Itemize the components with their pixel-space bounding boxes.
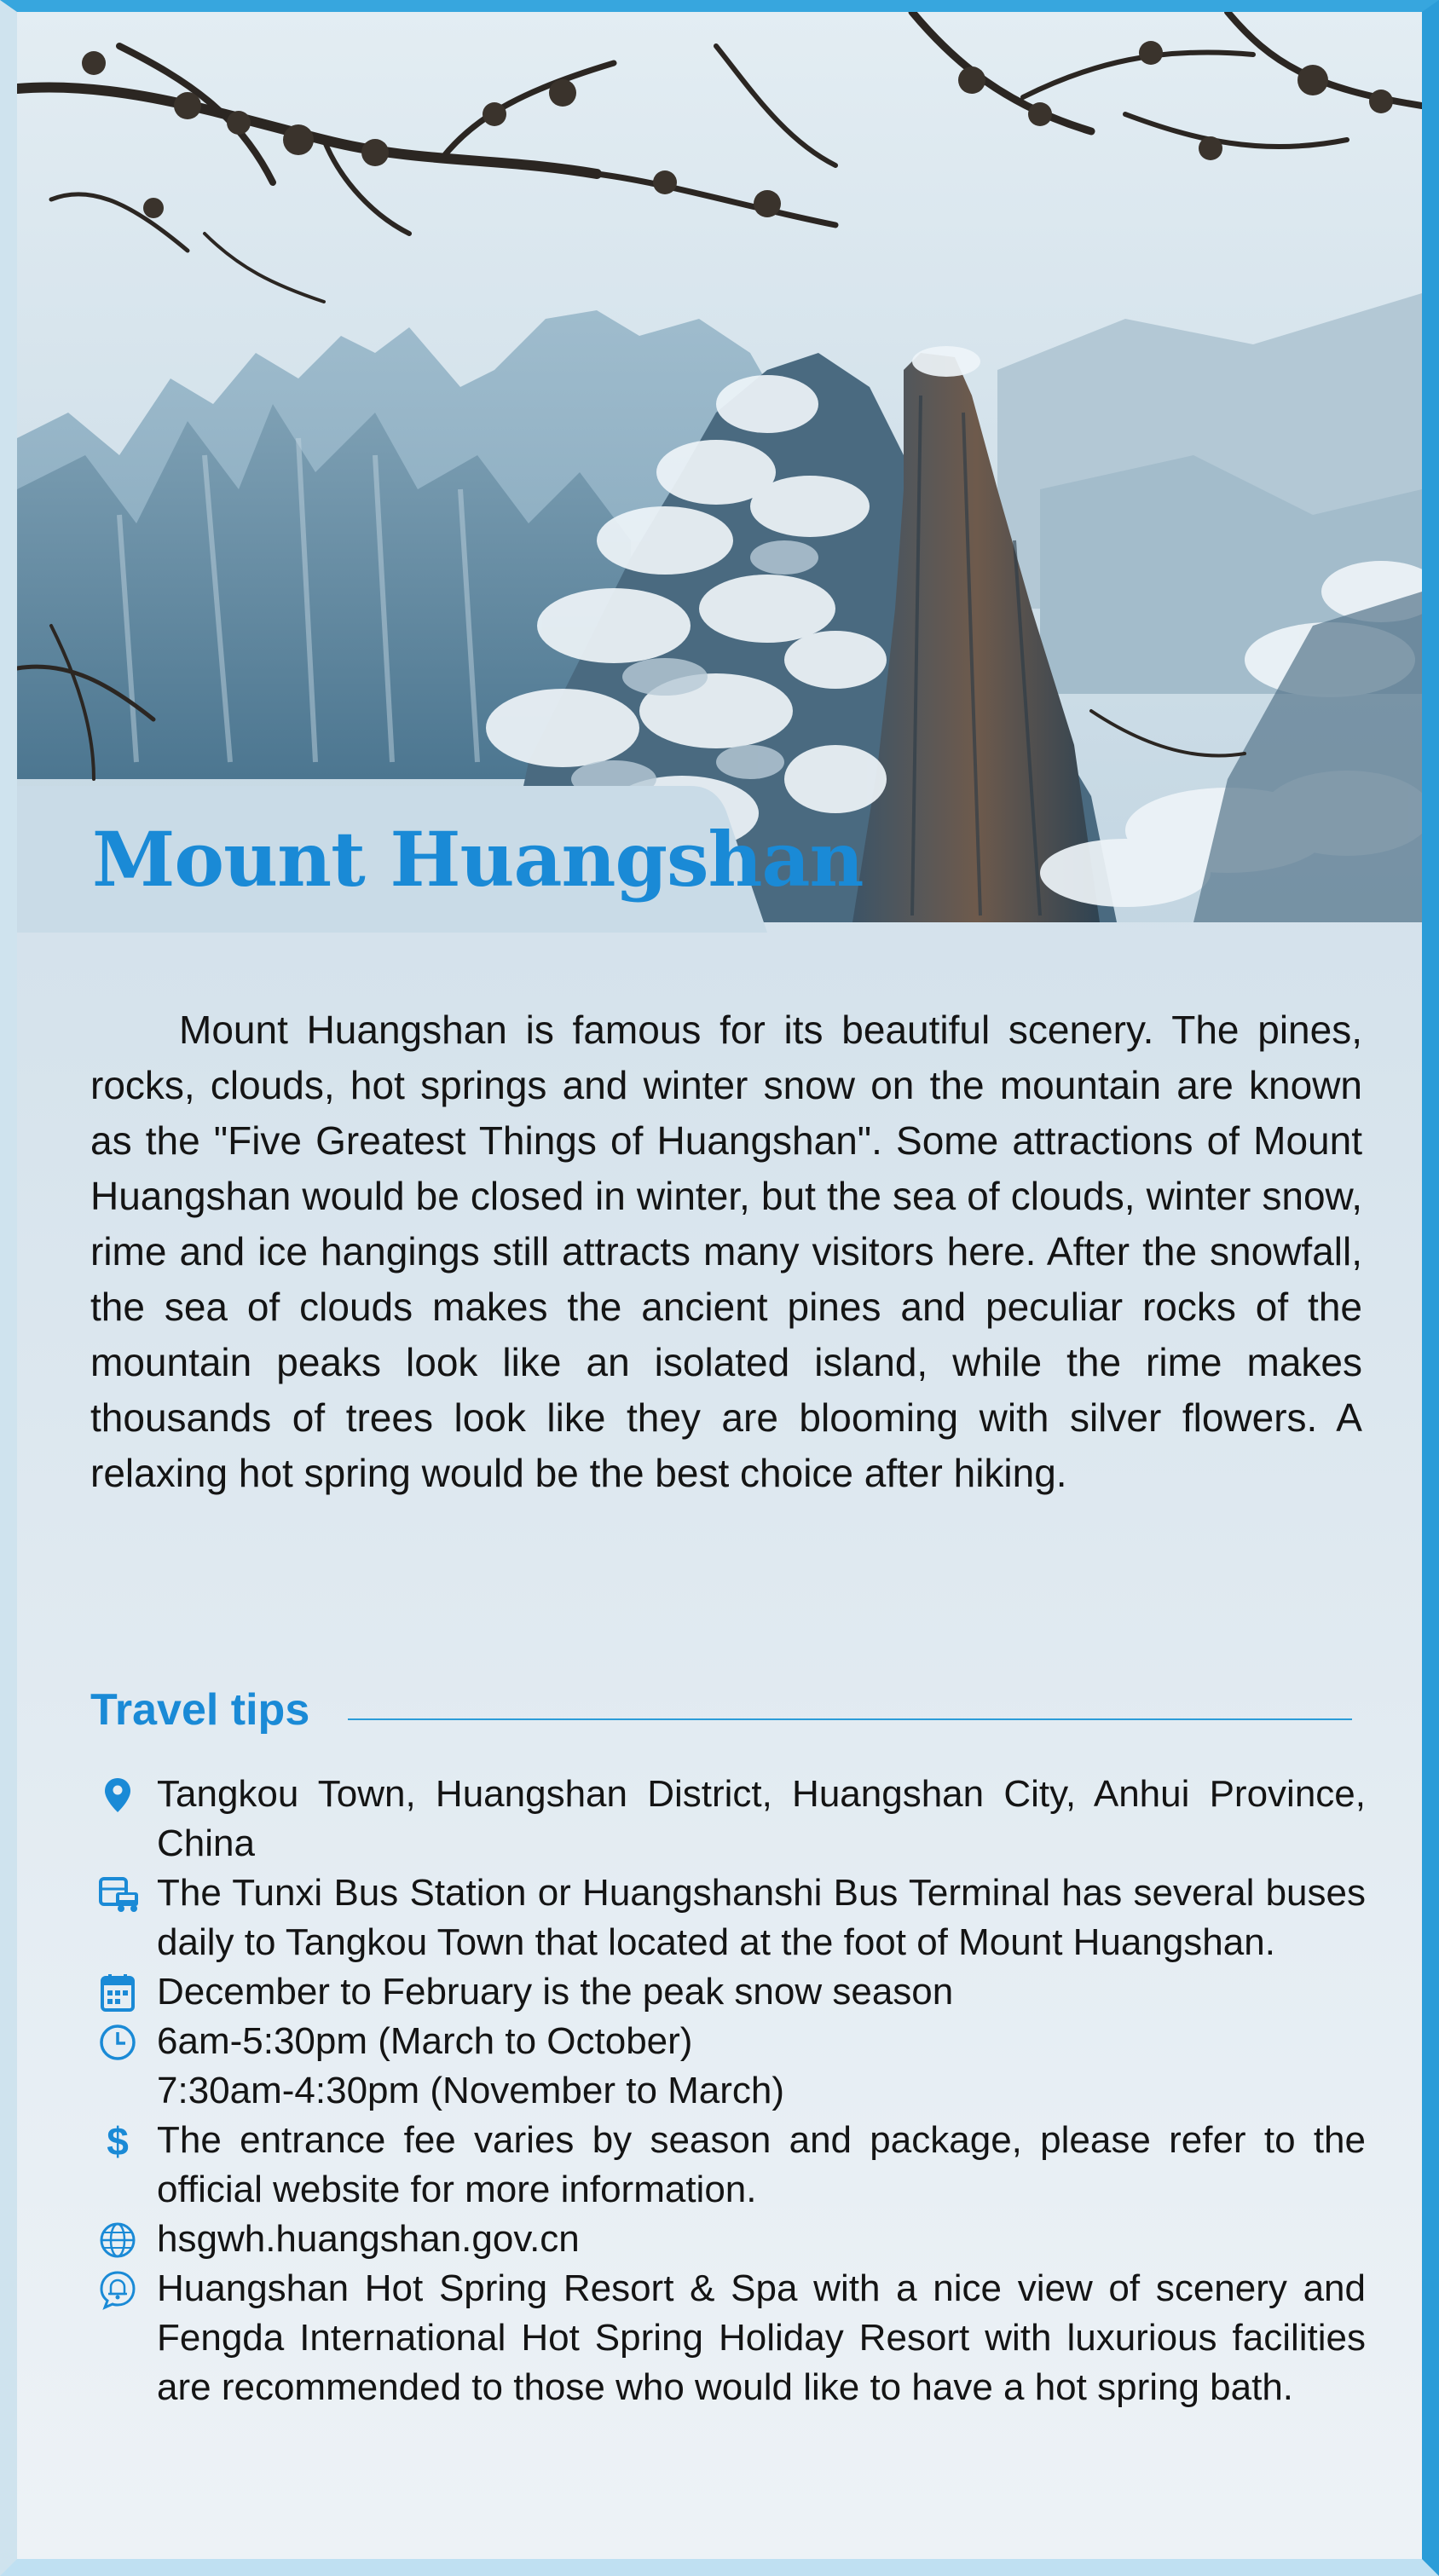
tip-transport (97, 1868, 1366, 1967)
tip-hot-spring (97, 2264, 1366, 2412)
travel-tips-list (97, 1770, 1366, 2412)
tip-hours-line2: 7:30am-4:30pm (November to March) (157, 2070, 785, 2111)
divider-line (348, 1718, 1352, 1720)
globe-icon (97, 2220, 142, 2261)
tip-transport-text: The Tunxi Bus Station or Huangshanshi Bus Terminal has several buses daily to Tangkou Town that located at the foot of Mount Huangshan. (157, 1872, 1366, 1963)
tip-fee-text: The entrance fee varies by season and package, please refer to the official website for more information. (157, 2119, 1366, 2210)
tip-location-text: Tangkou Town, Huangshan District, Huangshan City, Anhui Province, China (157, 1773, 1366, 1864)
tip-location (97, 1770, 1366, 1868)
bell-bubble-icon (97, 2269, 142, 2310)
travel-tips-heading: Travel tips (90, 1685, 310, 1735)
tip-fee (97, 2116, 1366, 2215)
tip-hot-spring-text: Huangshan Hot Spring Resort & Spa with a nice view of scenery and Fengda International Hot Spring Holiday Resort with luxurious facilities are recommended to those who would like to have a hot spring bath. (157, 2267, 1366, 2408)
calendar-icon (97, 1972, 142, 2013)
dollar-icon (97, 2121, 142, 2162)
svg-text:$: $ (107, 2121, 129, 2162)
bus-icon (97, 1874, 142, 1915)
tip-season-text: December to February is the peak snow season (157, 1971, 954, 2013)
clock-icon (97, 2022, 142, 2063)
tip-hours (97, 2017, 1366, 2116)
location-pin-icon (97, 1775, 142, 1816)
description-paragraph: Mount Huangshan is famous for its beautiful scenery. The pines, rocks, clouds, hot springs and winter snow on the mountain are known as the "Five Greatest Things of Huangshan". Some attractions of Mount Huangshan would be closed in winter, but the sea of clouds, winter snow, rime and ice hangings still attracts many visitors here. After the snowfall, the sea of clouds makes the ancient pines and peculiar rocks of the mountain peaks look like an isolated island, while the rime makes thousands of trees look like they are blooming with silver flowers. A relaxing hot spring would be the best choice after hiking. (90, 1008, 1362, 1495)
tip-season (97, 1967, 1366, 2017)
tip-hours-line1: 6am-5:30pm (March to October) (157, 2020, 693, 2062)
travel-tips-header (90, 1683, 1366, 1737)
tip-website (97, 2215, 1366, 2264)
page-title: Mount Huangshan (92, 815, 864, 904)
tip-website-text: hsgwh.huangshan.gov.cn (157, 2218, 580, 2260)
